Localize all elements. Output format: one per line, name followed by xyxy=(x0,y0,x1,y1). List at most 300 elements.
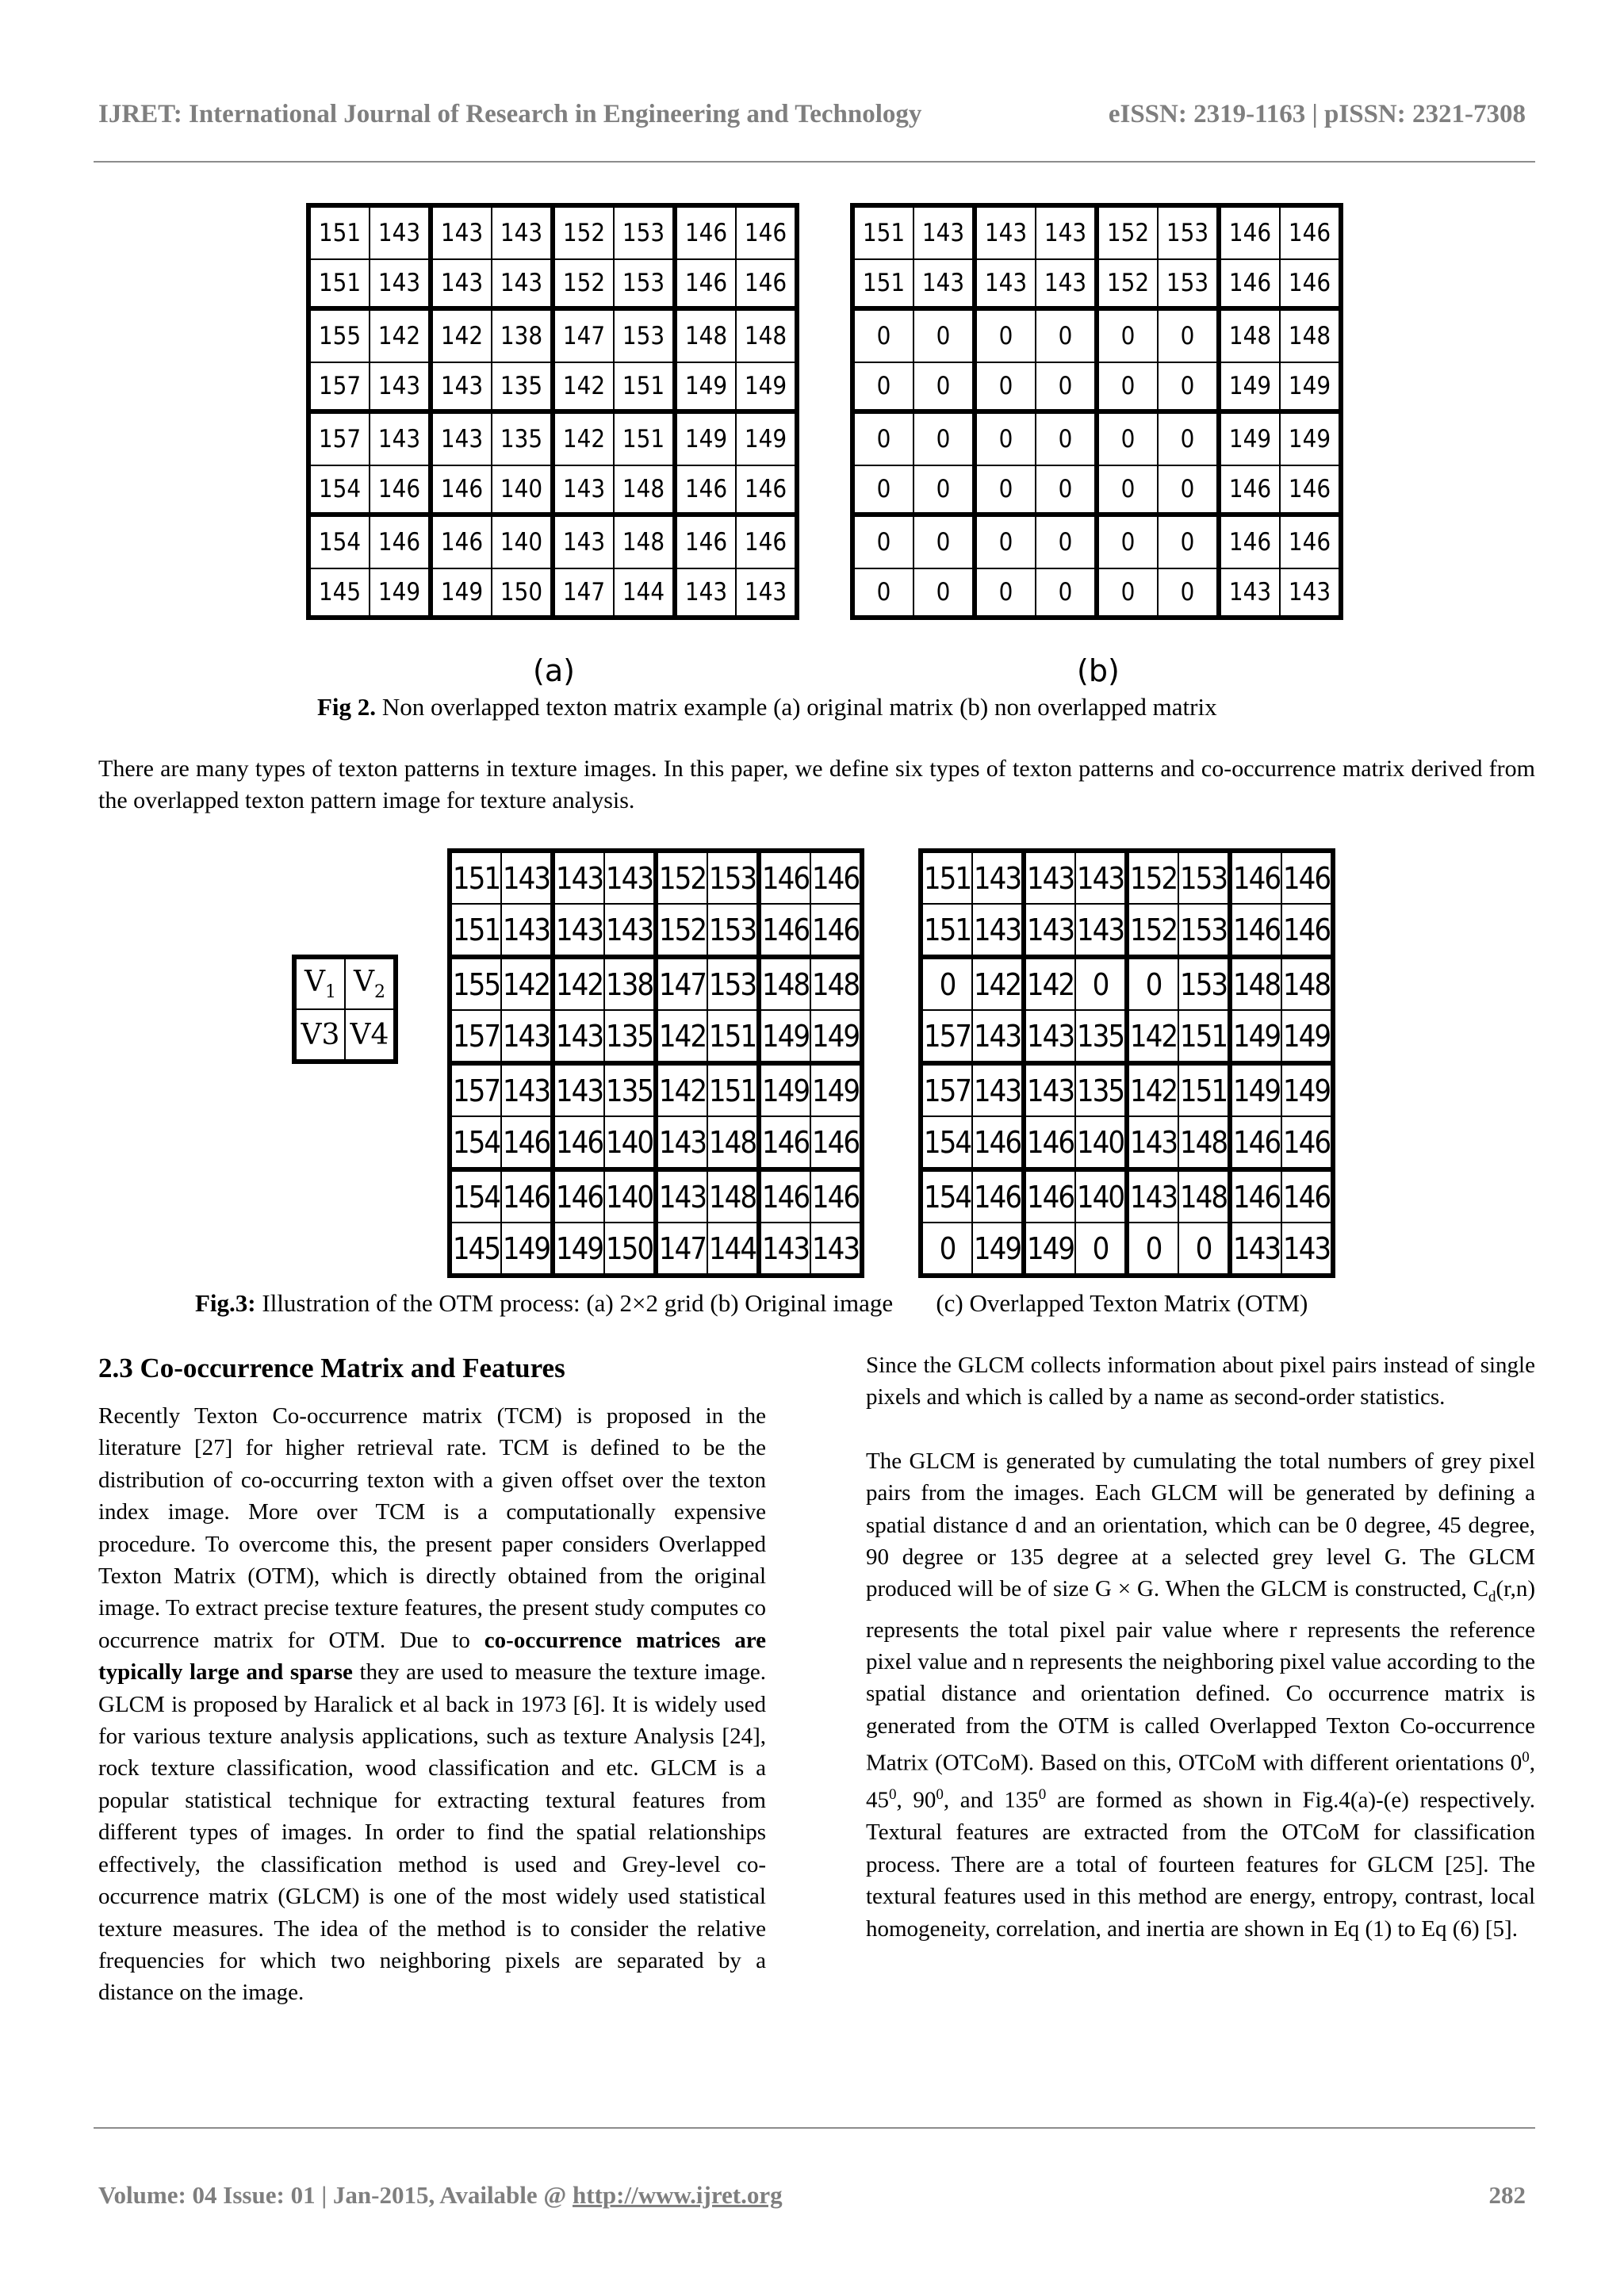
matrix-row xyxy=(308,362,797,411)
matrix-row xyxy=(921,957,1333,1010)
matrix-cell: 142 xyxy=(553,362,614,411)
matrix-cell: 0 xyxy=(1036,362,1097,411)
matrix-cell: 0 xyxy=(975,308,1036,362)
fig2-non-overlapped-matrix xyxy=(850,203,1343,620)
matrix-row xyxy=(852,411,1341,465)
matrix-cell: 0 xyxy=(1158,568,1219,618)
matrix-cell: 142 xyxy=(1127,1063,1178,1116)
matrix-cell: 0 xyxy=(1158,411,1219,465)
fig2-caption-text: Non overlapped texton matrix example (a) original matrix (b) non overlapped matrix xyxy=(376,693,1217,721)
matrix-cell: 146 xyxy=(1230,904,1281,957)
matrix-cell: 0 xyxy=(975,362,1036,411)
fig3-original-image-matrix xyxy=(447,848,864,1278)
matrix-cell: 146 xyxy=(736,259,797,308)
matrix-cell: 148 xyxy=(1281,957,1333,1010)
matrix-cell: 146 xyxy=(1230,851,1281,904)
matrix-cell: 142 xyxy=(1127,1010,1178,1063)
matrix-cell: 146 xyxy=(1219,515,1280,568)
matrix-cell: 151 xyxy=(707,1063,759,1116)
matrix-cell: 152 xyxy=(553,205,614,259)
matrix-cell: 149 xyxy=(736,411,797,465)
matrix-cell: 0 xyxy=(914,362,975,411)
matrix-cell: 149 xyxy=(810,1010,862,1063)
matrix-row xyxy=(450,904,862,957)
matrix-cell: 154 xyxy=(921,1169,972,1223)
matrix-cell: 143 xyxy=(370,205,431,259)
matrix-cell: 142 xyxy=(553,957,604,1010)
matrix-row xyxy=(921,1223,1333,1276)
matrix-cell: 0 xyxy=(852,362,914,411)
matrix-cell: 146 xyxy=(1230,1116,1281,1169)
matrix-cell: 148 xyxy=(1178,1169,1230,1223)
matrix-cell: 143 xyxy=(370,259,431,308)
matrix-cell: 153 xyxy=(1158,205,1219,259)
footer-volume: Volume: 04 Issue: 01 | Jan-2015, Available @ http://www.ijret.org xyxy=(98,2181,783,2209)
matrix-cell: 149 xyxy=(759,1063,810,1116)
matrix-row xyxy=(852,205,1341,259)
matrix-cell: 149 xyxy=(1230,1010,1281,1063)
matrix-cell: 0 xyxy=(914,465,975,515)
matrix-cell: 148 xyxy=(736,308,797,362)
matrix-cell: 153 xyxy=(707,957,759,1010)
matrix-cell: 143 xyxy=(1024,851,1075,904)
matrix-cell: 140 xyxy=(1075,1169,1127,1223)
matrix-cell: 140 xyxy=(492,465,553,515)
matrix-cell: 0 xyxy=(1158,465,1219,515)
matrix-cell: 153 xyxy=(1178,851,1230,904)
matrix-cell: 0 xyxy=(1036,515,1097,568)
matrix-cell: 142 xyxy=(656,1010,707,1063)
matrix-cell: 135 xyxy=(492,411,553,465)
matrix-cell: 149 xyxy=(1230,1063,1281,1116)
matrix-cell: 154 xyxy=(921,1116,972,1169)
matrix-cell: 149 xyxy=(810,1063,862,1116)
matrix-cell: 0 xyxy=(852,308,914,362)
matrix-cell: 0 xyxy=(1158,308,1219,362)
matrix-cell: 140 xyxy=(604,1116,656,1169)
matrix-cell: 146 xyxy=(1219,259,1280,308)
matrix-cell: 0 xyxy=(921,1223,972,1276)
matrix-cell: 149 xyxy=(675,362,736,411)
matrix-cell: 143 xyxy=(1075,904,1127,957)
matrix-cell: 143 xyxy=(975,205,1036,259)
matrix-cell: 151 xyxy=(450,904,501,957)
matrix-cell: 152 xyxy=(1127,904,1178,957)
matrix-cell: 148 xyxy=(614,515,675,568)
matrix-cell: 148 xyxy=(759,957,810,1010)
matrix-cell: 146 xyxy=(810,1169,862,1223)
matrix-cell: 0 xyxy=(852,465,914,515)
matrix-cell: 149 xyxy=(1219,362,1280,411)
matrix-cell: 146 xyxy=(810,851,862,904)
matrix-cell: 152 xyxy=(656,904,707,957)
matrix-cell: 148 xyxy=(1280,308,1341,362)
matrix-cell: 144 xyxy=(614,568,675,618)
matrix-cell: 151 xyxy=(308,259,370,308)
matrix-cell: 146 xyxy=(431,515,492,568)
matrix-cell: 143 xyxy=(656,1169,707,1223)
matrix-row xyxy=(308,308,797,362)
matrix-cell: 143 xyxy=(675,568,736,618)
fig3-caption-label: Fig.3: xyxy=(195,1289,256,1317)
matrix-cell: 151 xyxy=(450,851,501,904)
matrix-cell: 157 xyxy=(308,362,370,411)
matrix-cell: 153 xyxy=(707,904,759,957)
matrix-cell: 146 xyxy=(675,465,736,515)
matrix-cell: 143 xyxy=(492,259,553,308)
matrix-cell: 146 xyxy=(553,1169,604,1223)
matrix-cell: 146 xyxy=(501,1169,553,1223)
matrix-cell: 143 xyxy=(501,904,553,957)
matrix-cell: 151 xyxy=(308,205,370,259)
fig2-label-a: (a) xyxy=(533,653,575,688)
matrix-row xyxy=(921,1063,1333,1116)
matrix-row xyxy=(450,851,862,904)
matrix-cell: 142 xyxy=(1024,957,1075,1010)
matrix-cell: 0 xyxy=(914,411,975,465)
matrix-cell: 146 xyxy=(736,515,797,568)
matrix-cell: 146 xyxy=(1281,851,1333,904)
matrix-cell: 155 xyxy=(450,957,501,1010)
matrix-cell: 146 xyxy=(759,1116,810,1169)
matrix-cell: 146 xyxy=(1280,259,1341,308)
matrix-cell: 140 xyxy=(1075,1116,1127,1169)
fig3-2x2-grid xyxy=(292,955,398,1064)
matrix-cell: 143 xyxy=(914,259,975,308)
matrix-cell: 146 xyxy=(1219,205,1280,259)
matrix-cell: 146 xyxy=(810,1116,862,1169)
matrix-cell: 143 xyxy=(1280,568,1341,618)
grid-cell-v3: V3 xyxy=(294,1009,345,1062)
matrix-cell: 143 xyxy=(914,205,975,259)
matrix-cell: 146 xyxy=(1281,1169,1333,1223)
matrix-cell: 0 xyxy=(975,411,1036,465)
matrix-cell: 143 xyxy=(431,362,492,411)
matrix-row xyxy=(308,515,797,568)
page-number: 282 xyxy=(1488,2181,1526,2209)
matrix-cell: 144 xyxy=(707,1223,759,1276)
matrix-cell: 152 xyxy=(553,259,614,308)
matrix-cell: 152 xyxy=(656,851,707,904)
matrix-cell: 151 xyxy=(852,205,914,259)
matrix-cell: 157 xyxy=(308,411,370,465)
right-paragraph-2: The GLCM is generated by cumulating the total numbers of grey pixel pairs from the images. Each GLCM will be generated by defining a spatial distance d and an orientation, which can be 0 degree, 45 degree, 90 degree or 135 degree at a selected grey level G. The GLCM produced will be of size G × G. When the GLCM is constructed, $C_d(r,n)$ represents the total pixel pair value where r represents the reference pixel value and n represents the neighboring pixel value according to the spatial distance and orientation defined. Co occurrence matrix is generated from the OTM is called Overlapped Texton Co-occurrence Matrix (OTCoM). Based on this, OTCoM with different orientations $0^0$, $45^0$, $90^0$, and $135^0$ are formed as shown in Fig.4(a)-(e) respectively. Textural features are extracted from the OTCoM for classification process. There are a total of fourteen features for GLCM [25]. The textural features used in this method are energy, entropy, contrast, local homogeneity, correlation, and inertia are shown in Eq (1) to Eq (6) [5]. xyxy=(866,1448,1535,1942)
matrix-cell: 0 xyxy=(1127,1223,1178,1276)
matrix-cell: 0 xyxy=(1036,465,1097,515)
matrix-cell: 142 xyxy=(431,308,492,362)
intro-paragraph: There are many types of texton patterns in texture images. In this paper, we define six types of texton patterns and co-occurrence matrix derived from the overlapped texton pattern image for texture analysis. xyxy=(98,756,1535,813)
matrix-cell: 143 xyxy=(553,515,614,568)
matrix-cell: 142 xyxy=(972,957,1024,1010)
grid-cell-v2: $V_2$ xyxy=(345,957,396,1009)
journal-title: IJRET: International Journal of Research in Engineering and Technology xyxy=(98,100,922,128)
matrix-cell: 0 xyxy=(975,465,1036,515)
matrix-cell: 143 xyxy=(431,411,492,465)
matrix-cell: 135 xyxy=(604,1063,656,1116)
matrix-cell: 149 xyxy=(1281,1063,1333,1116)
matrix-cell: 135 xyxy=(1075,1063,1127,1116)
matrix-cell: 143 xyxy=(972,851,1024,904)
matrix-row xyxy=(852,465,1341,515)
matrix-cell: 148 xyxy=(1230,957,1281,1010)
matrix-cell: 143 xyxy=(810,1223,862,1276)
matrix-cell: 135 xyxy=(604,1010,656,1063)
matrix-cell: 148 xyxy=(614,465,675,515)
matrix-cell: 143 xyxy=(972,904,1024,957)
matrix-cell: 0 xyxy=(1036,308,1097,362)
matrix-row xyxy=(308,259,797,308)
matrix-cell: 149 xyxy=(1280,362,1341,411)
matrix-cell: 0 xyxy=(1158,515,1219,568)
matrix-row xyxy=(450,1169,862,1223)
matrix-cell: 143 xyxy=(553,1063,604,1116)
matrix-cell: 146 xyxy=(675,515,736,568)
matrix-cell: 0 xyxy=(1097,411,1158,465)
matrix-cell: 148 xyxy=(707,1116,759,1169)
matrix-cell: 150 xyxy=(604,1223,656,1276)
right-paragraph-1: Since the GLCM collects information about pixel pairs instead of single pixels and which is called by a name as second-order statistics. xyxy=(866,1353,1535,1410)
matrix-row xyxy=(921,1116,1333,1169)
matrix-cell: 143 xyxy=(1219,568,1280,618)
matrix-cell: 149 xyxy=(1281,1010,1333,1063)
matrix-cell: 147 xyxy=(656,957,707,1010)
matrix-row xyxy=(308,411,797,465)
matrix-cell: 0 xyxy=(852,515,914,568)
matrix-cell: 143 xyxy=(553,465,614,515)
matrix-cell: 0 xyxy=(1097,568,1158,618)
matrix-cell: 146 xyxy=(1281,904,1333,957)
matrix-cell: 149 xyxy=(736,362,797,411)
matrix-cell: 143 xyxy=(1281,1223,1333,1276)
matrix-cell: 143 xyxy=(1127,1116,1178,1169)
matrix-cell: 146 xyxy=(1219,465,1280,515)
matrix-cell: 149 xyxy=(759,1010,810,1063)
matrix-cell: 143 xyxy=(604,904,656,957)
matrix-cell: 149 xyxy=(1280,411,1341,465)
footer-rule xyxy=(94,2127,1535,2129)
matrix-cell: 143 xyxy=(370,362,431,411)
matrix-cell: 154 xyxy=(450,1116,501,1169)
matrix-cell: 146 xyxy=(1024,1116,1075,1169)
matrix-cell: 143 xyxy=(972,1010,1024,1063)
matrix-cell: 143 xyxy=(501,851,553,904)
matrix-cell: 0 xyxy=(1178,1223,1230,1276)
matrix-cell: 143 xyxy=(1036,205,1097,259)
matrix-cell: 152 xyxy=(1097,259,1158,308)
matrix-cell: 151 xyxy=(921,851,972,904)
matrix-cell: 143 xyxy=(553,904,604,957)
matrix-cell: 0 xyxy=(1097,515,1158,568)
matrix-cell: 143 xyxy=(501,1063,553,1116)
fig2-caption xyxy=(317,693,1217,721)
matrix-cell: 150 xyxy=(492,568,553,618)
matrix-cell: 146 xyxy=(972,1169,1024,1223)
matrix-cell: 143 xyxy=(1024,904,1075,957)
matrix-cell: 0 xyxy=(975,515,1036,568)
matrix-cell: 145 xyxy=(308,568,370,618)
matrix-cell: 0 xyxy=(852,568,914,618)
matrix-cell: 142 xyxy=(501,957,553,1010)
matrix-cell: 146 xyxy=(972,1116,1024,1169)
matrix-row xyxy=(852,568,1341,618)
matrix-cell: 146 xyxy=(736,205,797,259)
matrix-cell: 148 xyxy=(1178,1116,1230,1169)
matrix-cell: 153 xyxy=(614,205,675,259)
matrix-cell: 143 xyxy=(553,1010,604,1063)
matrix-cell: 0 xyxy=(1036,568,1097,618)
fig2-original-matrix xyxy=(306,203,799,620)
matrix-cell: 149 xyxy=(501,1223,553,1276)
matrix-cell: 143 xyxy=(1127,1169,1178,1223)
matrix-row xyxy=(852,308,1341,362)
matrix-cell: 138 xyxy=(492,308,553,362)
left-column xyxy=(98,1400,766,2009)
matrix-cell: 146 xyxy=(675,205,736,259)
matrix-cell: 146 xyxy=(736,465,797,515)
matrix-cell: 146 xyxy=(675,259,736,308)
matrix-cell: 151 xyxy=(614,362,675,411)
matrix-cell: 146 xyxy=(431,465,492,515)
matrix-row xyxy=(921,1010,1333,1063)
matrix-cell: 0 xyxy=(1075,1223,1127,1276)
matrix-row xyxy=(308,205,797,259)
matrix-cell: 143 xyxy=(759,1223,810,1276)
matrix-row xyxy=(852,259,1341,308)
matrix-cell: 146 xyxy=(1280,515,1341,568)
matrix-cell: 146 xyxy=(1280,465,1341,515)
fig3-caption xyxy=(195,1289,1308,1318)
matrix-cell: 143 xyxy=(1036,259,1097,308)
matrix-cell: 0 xyxy=(1075,957,1127,1010)
fig3-caption-text: Illustration of the OTM process: (a) 2×2 grid (b) Original image (c) Overlapped Texton Matrix (OTM) xyxy=(255,1289,1308,1317)
matrix-cell: 149 xyxy=(370,568,431,618)
fig3-otm-matrix xyxy=(918,848,1335,1278)
matrix-row xyxy=(921,1169,1333,1223)
matrix-row xyxy=(921,851,1333,904)
matrix-cell: 143 xyxy=(501,1010,553,1063)
matrix-cell: 0 xyxy=(1097,465,1158,515)
matrix-cell: 153 xyxy=(1178,904,1230,957)
matrix-cell: 149 xyxy=(553,1223,604,1276)
matrix-cell: 0 xyxy=(1036,411,1097,465)
matrix-cell: 0 xyxy=(852,411,914,465)
matrix-cell: 153 xyxy=(707,851,759,904)
matrix-cell: 146 xyxy=(1230,1169,1281,1223)
matrix-cell: 143 xyxy=(1024,1063,1075,1116)
matrix-cell: 153 xyxy=(614,308,675,362)
matrix-cell: 152 xyxy=(1127,851,1178,904)
grid-cell-v1: $V_1$ xyxy=(294,957,345,1009)
matrix-cell: 146 xyxy=(501,1116,553,1169)
matrix-cell: 149 xyxy=(1219,411,1280,465)
matrix-row xyxy=(450,1223,862,1276)
matrix-cell: 0 xyxy=(914,515,975,568)
matrix-cell: 140 xyxy=(604,1169,656,1223)
matrix-cell: 149 xyxy=(675,411,736,465)
matrix-cell: 143 xyxy=(553,851,604,904)
matrix-row xyxy=(450,1010,862,1063)
matrix-cell: 157 xyxy=(921,1010,972,1063)
matrix-cell: 146 xyxy=(370,465,431,515)
matrix-cell: 148 xyxy=(1219,308,1280,362)
matrix-cell: 0 xyxy=(914,308,975,362)
matrix-row xyxy=(852,362,1341,411)
matrix-cell: 146 xyxy=(1024,1169,1075,1223)
matrix-cell: 151 xyxy=(1178,1010,1230,1063)
matrix-cell: 146 xyxy=(1280,205,1341,259)
matrix-cell: 151 xyxy=(1178,1063,1230,1116)
matrix-cell: 157 xyxy=(450,1010,501,1063)
matrix-cell: 153 xyxy=(1158,259,1219,308)
matrix-cell: 146 xyxy=(1281,1116,1333,1169)
matrix-cell: 157 xyxy=(921,1063,972,1116)
matrix-cell: 146 xyxy=(370,515,431,568)
matrix-cell: 153 xyxy=(614,259,675,308)
matrix-cell: 148 xyxy=(707,1169,759,1223)
matrix-cell: 0 xyxy=(1097,308,1158,362)
matrix-cell: 143 xyxy=(736,568,797,618)
matrix-row xyxy=(308,568,797,618)
matrix-cell: 143 xyxy=(431,205,492,259)
matrix-cell: 135 xyxy=(1075,1010,1127,1063)
matrix-row xyxy=(308,465,797,515)
matrix-cell: 149 xyxy=(1024,1223,1075,1276)
fig2-caption-label: Fig 2. xyxy=(317,693,377,721)
matrix-cell: 0 xyxy=(1097,362,1158,411)
matrix-cell: 135 xyxy=(492,362,553,411)
matrix-cell: 151 xyxy=(852,259,914,308)
matrix-cell: 0 xyxy=(1127,957,1178,1010)
matrix-cell: 143 xyxy=(492,205,553,259)
matrix-cell: 151 xyxy=(707,1010,759,1063)
matrix-cell: 151 xyxy=(921,904,972,957)
matrix-cell: 0 xyxy=(914,568,975,618)
matrix-row xyxy=(921,904,1333,957)
matrix-cell: 146 xyxy=(759,904,810,957)
matrix-cell: 154 xyxy=(450,1169,501,1223)
left-paragraph: Recently Texton Co-occurrence matrix (TCM) is proposed in the literature [27] for higher retrieval rate. TCM is defined to be the distribution of co-occurring texton with a given offset over the texton index image. More over TCM is a computationally expensive procedure. To overcome this, the present paper considers Overlapped Texton Matrix (OTM), which is directly obtained from the original image. To extract precise texture features, the present study computes co occurrence matrix for OTM. Due to co-occurrence matrices are typically large and sparse they are used to measure the texture image. GLCM is proposed by Haralick et al back in 1973 [6]. It is widely used for various texture analysis applications, such as texture Analysis [24], rock texture classification, wood classification and etc. GLCM is a popular statistical technique for extracting textural features from different types of images. In order to find the spatial relationships effectively, the classification method is used and Grey-level co-occurrence matrix (GLCM) is one of the most widely used statistical texture measures. The idea of the method is to consider the relative frequencies for which two neighboring pixels are separated by a distance on the image. xyxy=(98,1403,766,2006)
issn-info: eISSN: 2319-1163 | pISSN: 2321-7308 xyxy=(1108,100,1526,128)
matrix-cell: 0 xyxy=(975,568,1036,618)
matrix-cell: 155 xyxy=(308,308,370,362)
matrix-row xyxy=(450,1116,862,1169)
matrix-cell: 148 xyxy=(675,308,736,362)
matrix-cell: 143 xyxy=(656,1116,707,1169)
matrix-cell: 0 xyxy=(1158,362,1219,411)
matrix-cell: 142 xyxy=(370,308,431,362)
matrix-row xyxy=(852,515,1341,568)
matrix-cell: 157 xyxy=(450,1063,501,1116)
matrix-cell: 146 xyxy=(810,904,862,957)
matrix-cell: 138 xyxy=(604,957,656,1010)
matrix-cell: 154 xyxy=(308,465,370,515)
matrix-cell: 143 xyxy=(1075,851,1127,904)
matrix-cell: 147 xyxy=(656,1223,707,1276)
footer-link[interactable]: http://www.ijret.org xyxy=(573,2181,783,2209)
matrix-cell: 0 xyxy=(921,957,972,1010)
matrix-cell: 146 xyxy=(759,851,810,904)
matrix-cell: 143 xyxy=(1024,1010,1075,1063)
matrix-cell: 146 xyxy=(553,1116,604,1169)
matrix-cell: 152 xyxy=(1097,205,1158,259)
matrix-cell: 147 xyxy=(553,568,614,618)
matrix-cell: 149 xyxy=(431,568,492,618)
matrix-cell: 143 xyxy=(370,411,431,465)
matrix-cell: 143 xyxy=(1230,1223,1281,1276)
matrix-cell: 142 xyxy=(656,1063,707,1116)
matrix-cell: 147 xyxy=(553,308,614,362)
matrix-cell: 145 xyxy=(450,1223,501,1276)
